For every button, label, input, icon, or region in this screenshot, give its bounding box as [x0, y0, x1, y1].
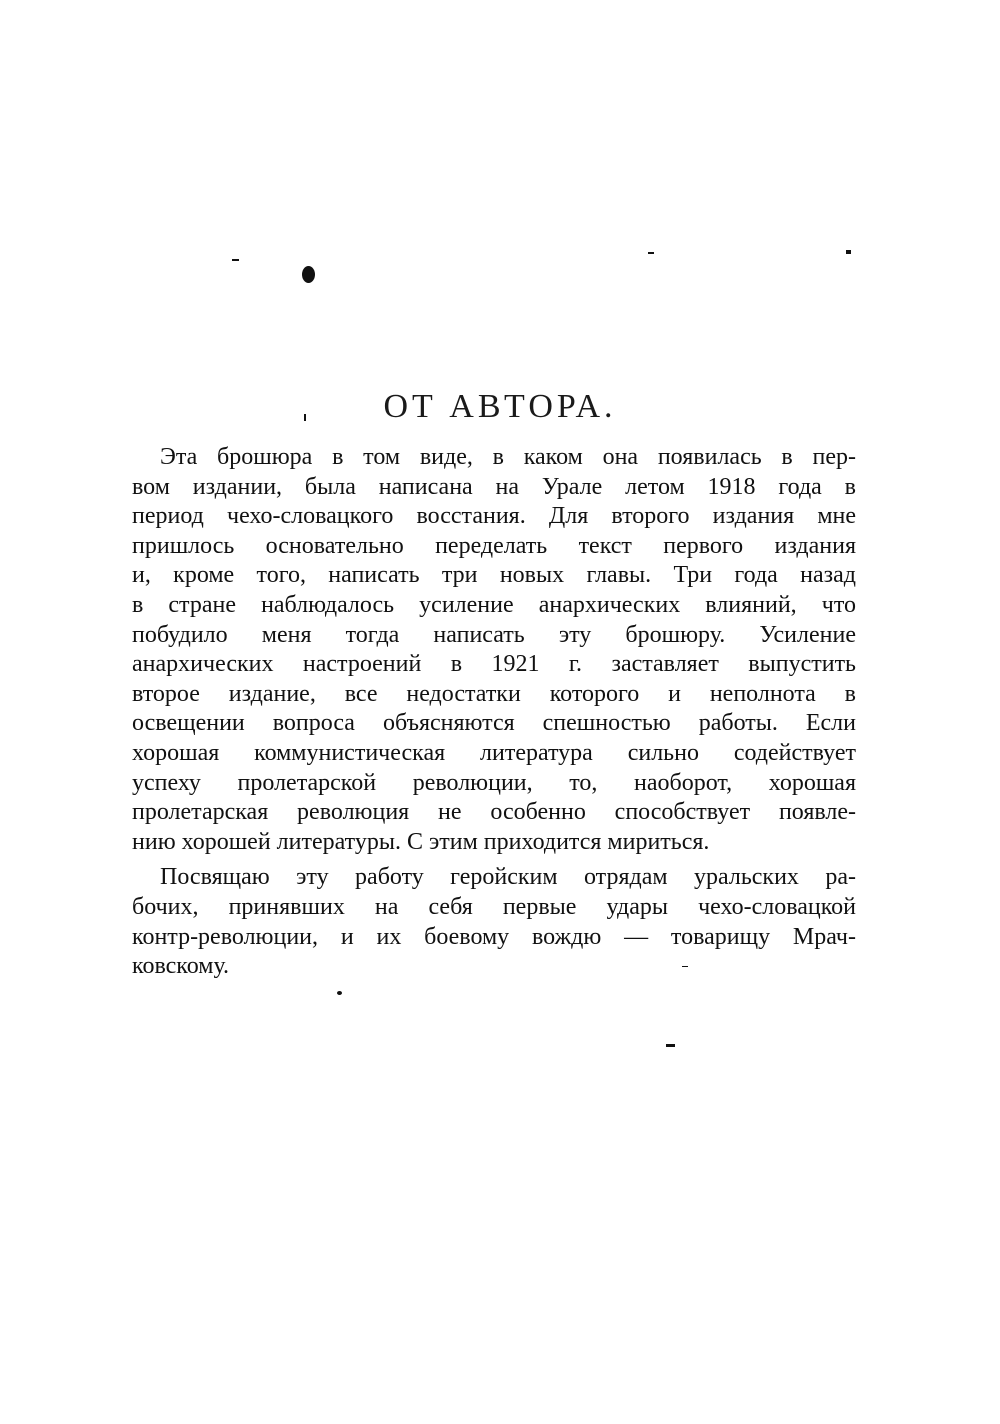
ink-speck: [648, 252, 654, 254]
text-line: нию хорошей литературы. С этим приходится мириться.: [132, 828, 710, 855]
ink-speck: [232, 259, 239, 261]
ink-speck: [846, 250, 851, 254]
text-line: анархических настроений в 1921 г. заставляет выпустить: [132, 651, 856, 678]
paragraph-preface: [132, 443, 856, 857]
text-line: ковскому.: [132, 953, 230, 980]
text-line: пролетарская революция не особенно способствует появле-: [132, 799, 856, 826]
text-line: хорошая коммунистическая литература сильно содействует: [132, 739, 856, 766]
text-line: бочих, принявших на себя первые удары чехо-словацкой: [132, 893, 856, 920]
ink-speck: [337, 991, 342, 995]
text-line: контр-революции, и их боевому вождю — товарищу Мрач-: [132, 923, 856, 950]
text-line: побудило меня тогда написать эту брошюру. Усиление: [132, 621, 856, 648]
text-line: Посвящаю эту работу геройским отрядам уральских ра-: [160, 864, 856, 891]
text-line: успеху пролетарской революции, то, наоборот, хорошая: [132, 769, 856, 796]
text-line: вом издании, была написана на Урале летом 1918 года в: [132, 473, 856, 500]
text-line: освещении вопроса объясняются спешностью работы. Если: [132, 710, 856, 737]
text-line: период чехо-словацкого восстания. Для второго издания мне: [132, 503, 856, 530]
ink-blot: [302, 266, 315, 283]
text-line: пришлось основательно переделать текст первого издания: [132, 532, 856, 559]
paragraph-dedication: [132, 863, 856, 981]
text-line: в стране наблюдалось усиление анархических влияний, что: [132, 591, 856, 618]
preface-body: [132, 443, 856, 982]
ink-speck: [666, 1044, 675, 1047]
text-line: и, кроме того, написать три новых главы. Три года назад: [132, 562, 856, 589]
text-line: Эта брошюра в том виде, в каком она появилась в пер-: [160, 444, 856, 470]
text-line: второе издание, все недостатки которого и неполнота в: [132, 680, 856, 707]
page-title: ОТ АВТОРА.: [383, 388, 617, 425]
